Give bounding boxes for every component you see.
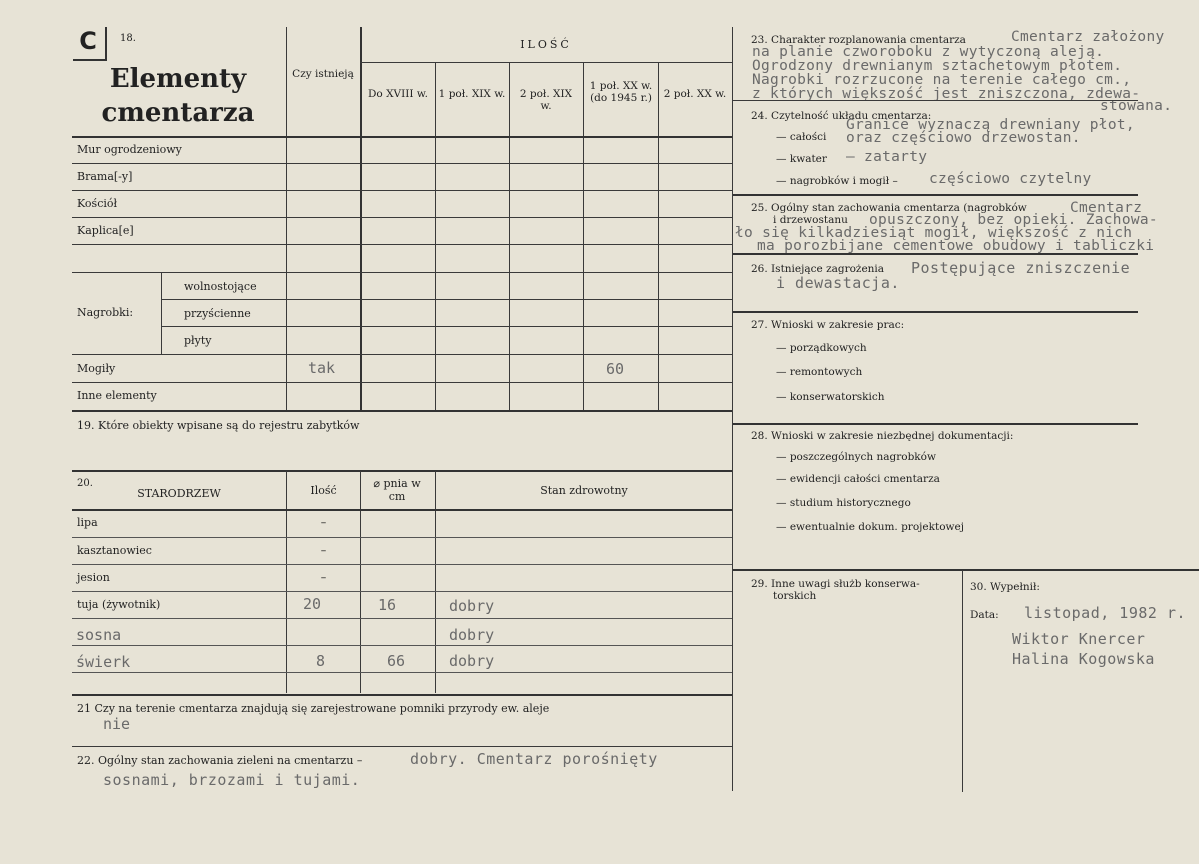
table-title-line2: cmentarza [101, 98, 255, 128]
q21-answer: nie [103, 715, 131, 733]
period-header-4: 1 poł. XX w. (do 1945 r.) [589, 80, 653, 104]
row-nagrobki: Nagrobki: [77, 306, 134, 319]
tree-row-jesion: jesion [77, 571, 110, 584]
q24-whole-answer-line1: Granice wyznaczą drewniany płot, [846, 117, 1135, 133]
tree-sosna-health: dobry [449, 626, 495, 644]
row-chapel: Kaplica[e] [77, 224, 134, 237]
q30-name-1: Wiktor Knercer [1012, 630, 1146, 648]
q29-label-line1: 29. Inne uwagi służb konserwa- [751, 578, 920, 590]
q23-answer-line2: na planie czworoboku z wytyczoną aleją. [752, 44, 1105, 60]
period-header-3: 2 poł. XIX w. [519, 88, 573, 112]
tree-kasztanowiec-qty: – [320, 544, 327, 557]
q28-item-graves: — poszczególnych nagrobków [776, 451, 936, 463]
q22-answer-line2: sosnami, brzozami i tujami. [103, 771, 361, 789]
q23-answer-line1: Cmentarz założony [1011, 29, 1165, 45]
graves-count-value: 60 [606, 360, 625, 378]
q26-answer-line2: i dewastacja. [776, 274, 900, 292]
row-graves: Mogiły [77, 362, 116, 375]
q25-label-line1: 25. Ogólny stan zachowania cmentarza (nagrobków [751, 202, 1027, 214]
q25-answer-line4: ma porozbijane cementowe obudowy i tabliczki [757, 238, 1155, 254]
row-other: Inne elementy [77, 389, 157, 402]
q19-label: 19. Które obiekty wpisane są do rejestru zabytków [77, 419, 360, 432]
table-title-line1: Elementy [109, 64, 247, 94]
tree-swierk-qty: 8 [316, 652, 326, 670]
q23-answer-line5: z których większość jest zniszczona, zdewa- [752, 86, 1141, 102]
tree-tuja-qty: 20 [303, 595, 322, 613]
q26-answer-line1: Postępujące zniszczenie [911, 259, 1131, 277]
q25-answer-line2: opuszczony, bez opieki. Zachowa- [869, 212, 1158, 228]
field-18-number: 18. [120, 33, 136, 44]
tree-row-kasztanowiec: kasztanowiec [77, 544, 152, 557]
q24-whole-answer-line2: oraz częściowo drzewostan. [846, 130, 1081, 146]
tree-swierk-health: dobry [449, 652, 495, 670]
q27-item-cleanup: — porządkowych [776, 342, 867, 354]
tree-row-lipa: lipa [77, 516, 98, 529]
quantity-header: ILOŚĆ [520, 38, 572, 51]
q27-label: 27. Wnioski w zakresie prac: [751, 319, 905, 331]
tree-lipa-qty: – [320, 516, 327, 529]
form-letter: C [79, 27, 97, 55]
q20-col-qty: Ilość [310, 484, 337, 497]
q24-quarters-label: — kwater [776, 153, 827, 165]
row-church: Kościół [77, 197, 118, 210]
tree-row-tuja: tuja (żywotnik) [77, 598, 161, 611]
period-header-2: 1 poł. XIX w. [438, 88, 506, 100]
q21-label: 21 Czy na terenie cmentarza znajdują się zarejestrowane pomniki przyrody ew. aleje [77, 702, 550, 715]
tree-row-swierk: świerk [76, 653, 131, 671]
tree-tuja-health: dobry [449, 597, 495, 615]
q20-title: STARODRZEW [137, 487, 221, 500]
q24-quarters-answer: – zatarty [846, 149, 928, 165]
period-header-5: 2 poł. XX w. [663, 88, 727, 100]
row-nagrobki-slabs: płyty [184, 334, 212, 347]
period-header-1: Do XVIII w. [368, 88, 428, 100]
tree-swierk-diam: 66 [387, 652, 406, 670]
q25-answer-line3: ło się kilkadziesiąt mogił, większość z nich [735, 225, 1133, 241]
q25-answer-line1: Cmentarz [1070, 200, 1143, 216]
q20-col-diam: ⌀ pnia w cm [373, 477, 421, 503]
q23-answer-line6: stowana. [1100, 98, 1173, 114]
row-nagrobki-freestanding: wolnostojące [184, 280, 257, 293]
q27-item-conservation: — konserwatorskich [776, 391, 885, 403]
q30-date-label: Data: [970, 609, 999, 621]
q24-graves-label: — nagrobków i mogił – [776, 175, 898, 187]
row-nagrobki-wall: przyścienne [184, 307, 251, 320]
q30-label: 30. Wypełnił: [970, 581, 1040, 593]
q26-label: 26. Istniejące zagrożenia [751, 263, 885, 275]
q27-item-repair: — remontowych [776, 366, 863, 378]
q28-item-history: — studium historycznego [776, 497, 911, 509]
q29-label-line2: torskich [773, 590, 817, 602]
q22-label: 22. Ogólny stan zachowania zieleni na cmentarzu – [77, 754, 363, 767]
q28-item-records: — ewidencji całości cmentarza [776, 473, 940, 485]
q20-col-health: Stan zdrowotny [540, 484, 628, 497]
row-gate: Brama[-y] [77, 170, 133, 183]
q24-label: 24. Czytelność układu cmentarza: [751, 110, 932, 122]
tree-tuja-diam: 16 [378, 596, 397, 614]
q24-graves-answer: częściowo czytelny [929, 171, 1092, 187]
row-wall: Mur ogrodzeniowy [77, 143, 182, 156]
q30-name-2: Halina Kogowska [1012, 650, 1155, 668]
q20-number: 20. [77, 478, 93, 489]
q25-label-line2: i drzewostanu [773, 214, 848, 226]
graves-exists-value: tak [308, 359, 336, 377]
q22-answer-line1: dobry. Cmentarz porośnięty [410, 750, 658, 768]
q28-label: 28. Wnioski w zakresie niezbędnej dokumentacji: [751, 430, 1014, 442]
q28-item-design: — ewentualnie dokum. projektowej [776, 521, 964, 533]
q23-answer-line3: Ogrodzony drewnianym sztachetowym płotem. [752, 58, 1123, 74]
col-exists-header: Czy istnieją [292, 68, 354, 80]
tree-jesion-qty: – [320, 571, 327, 584]
q30-date-value: listopad, 1982 r. [1024, 604, 1187, 622]
tree-row-sosna: sosna [76, 626, 122, 644]
q24-whole-label: — całości [776, 131, 827, 143]
q23-label: 23. Charakter rozplanowania cmentarza [751, 34, 966, 46]
q23-answer-line4: Nagrobki rozrzucone na terenie całego cm., [752, 72, 1132, 88]
